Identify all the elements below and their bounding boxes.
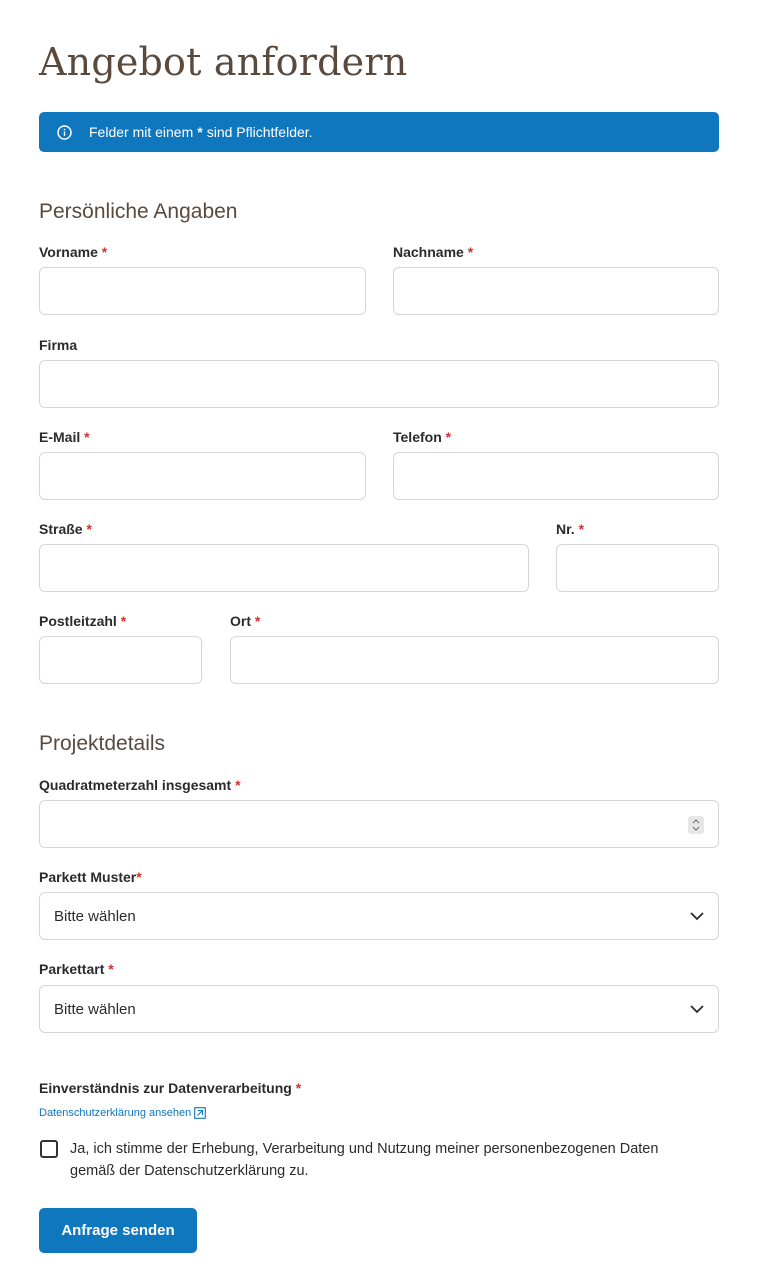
parkettart-label: Parkettart * (39, 961, 114, 977)
notice-text-after: sind Pflichtfelder. (206, 124, 313, 140)
notice-star: * (197, 124, 203, 140)
parkettart-selected: Bitte wählen (54, 1000, 136, 1018)
email-input[interactable] (39, 452, 366, 500)
chevron-down-icon (690, 908, 704, 925)
page-title: Angebot anfordern (39, 40, 408, 84)
external-link-icon (194, 1107, 206, 1119)
parkett-muster-label: Parkett Muster* (39, 869, 142, 885)
parkett-muster-select[interactable] (39, 892, 719, 940)
email-label: E-Mail * (39, 429, 90, 445)
quadratmeter-label: Quadratmeterzahl insgesamt * (39, 777, 241, 793)
hausnummer-label: Nr. * (556, 521, 585, 537)
telefon-label: Telefon * (393, 429, 452, 445)
info-circle-icon (57, 125, 72, 140)
privacy-policy-link[interactable]: Datenschutzerklärung ansehen (39, 1107, 206, 1119)
strasse-label: Straße * (39, 521, 92, 537)
nachname-input[interactable] (393, 267, 719, 315)
hausnummer-input[interactable] (556, 544, 719, 592)
section-personal-heading: Persönliche Angaben (39, 200, 238, 223)
telefon-input[interactable] (393, 452, 719, 500)
vorname-label: Vorname * (39, 244, 108, 260)
ort-label: Ort * (230, 613, 261, 629)
parkettart-select[interactable] (39, 985, 719, 1033)
consent-heading: Einverständnis zur Datenverarbeitung * (39, 1080, 302, 1096)
vorname-input[interactable] (39, 267, 366, 315)
plz-label: Postleitzahl * (39, 613, 127, 629)
plz-input[interactable] (39, 636, 202, 684)
spinner-updown-icon[interactable] (688, 816, 704, 834)
section-project-heading: Projektdetails (39, 732, 166, 755)
firma-label: Firma (39, 337, 78, 353)
consent-checkbox[interactable] (40, 1140, 58, 1158)
firma-input[interactable] (39, 360, 719, 408)
parkett-muster-selected: Bitte wählen (54, 907, 136, 925)
consent-text: Ja, ich stimme der Erhebung, Verarbeitung und Nutzung meiner personenbezogenen Daten gemäß der Datenschutzerklärung zu. (70, 1141, 659, 1179)
quadratmeter-input[interactable] (39, 800, 719, 848)
required-fields-notice (39, 112, 719, 152)
submit-button[interactable]: Anfrage senden (39, 1208, 197, 1253)
strasse-input[interactable] (39, 544, 529, 592)
notice-text-before: Felder mit einem (89, 124, 194, 140)
nachname-label: Nachname * (393, 244, 474, 260)
chevron-down-icon (690, 1001, 704, 1018)
ort-input[interactable] (230, 636, 719, 684)
